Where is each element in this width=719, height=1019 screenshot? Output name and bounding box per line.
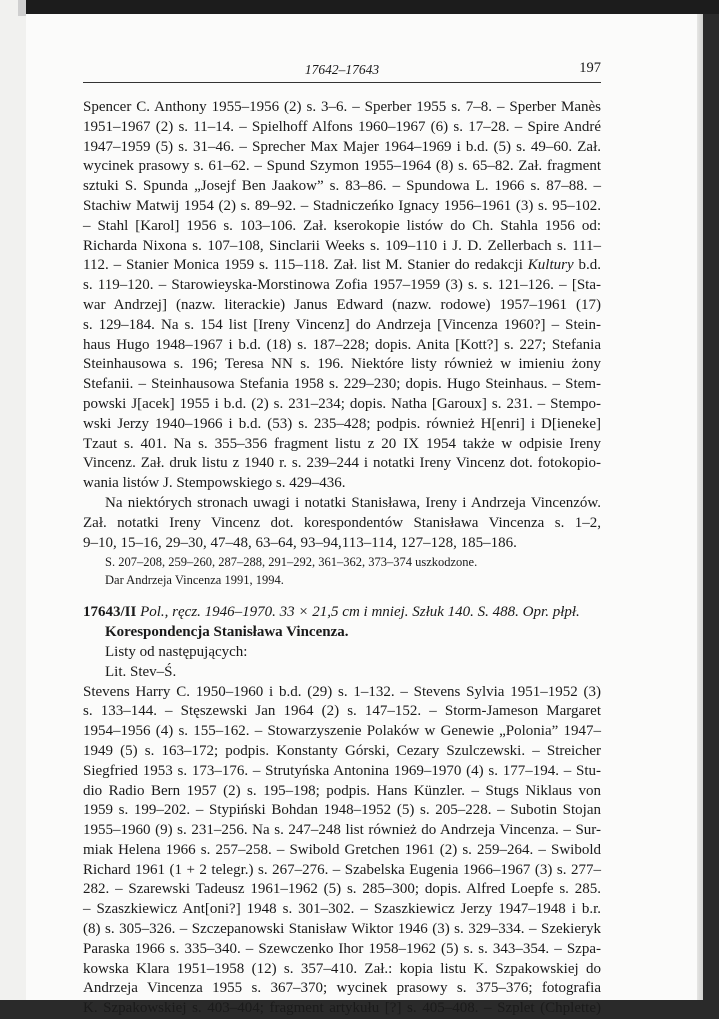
text-line: powski J[acek] 1955 i b.d. (2) s. 231–234; dopis. Natha [Garoux] s. 231. – Stempo-: [83, 395, 601, 412]
text-line: Na niektórych stronach uwagi i notatki Stanisława, Ireny i Andrzeja Vincenzów.: [105, 494, 601, 511]
text-line: K. Szpakowskiej s. 403–404; fragment artykułu [?] s. 405–408. – Szplet (Chplette): [83, 1000, 601, 1017]
text-line: Zał. notatki Ireny Vincenz dot. korespondentów Stanisława Vincenza s. 1–2,: [83, 514, 601, 531]
page-header: [83, 60, 601, 83]
scan-corner-mark: [18, 0, 26, 16]
text-line: Stevens Harry C. 1950–1960 i b.d. (29) s. 1–132. – Stevens Sylvia 1951–1952 (3): [83, 683, 601, 700]
text-line: war Andrzej] (nazw. literackie) Janus Edward (nazw. rodowe) 1957–1961 (17): [83, 296, 601, 313]
text-line: Stachiw Matwij 1954 (2) s. 89–92. – Stadniczeńko Ignacy 1956–1961 (3) s. 95–102.: [83, 197, 601, 214]
text-line: 1947–1959 (5) s. 31–46. – Sprecher Max Majer 1964–1969 i b.d. (5) s. 49–60. Zał.: [83, 138, 601, 155]
text-line: 1955–1960 (9) s. 231–256. Na s. 247–248 list również do Andrzeja Vincenza. – Sur-: [83, 822, 601, 839]
text-line: Tzaut s. 401. Na s. 355–356 fragment listu z 20 IX 1954 także w odpisie Ireny: [83, 435, 601, 452]
entry-range: Lit. Stev–Ś.: [105, 663, 177, 680]
text-line-kultury: [83, 256, 601, 276]
text-line: Richard 1961 (1 + 2 telegr.) s. 267–276. – Szabelska Eugenia 1966–1967 (3) s. 277–: [83, 861, 601, 878]
text-line: – Stahl [Karol] 1956 s. 103–106. Zał. kserokopie listów do Ch. Stahla 1956 od:: [83, 217, 601, 234]
text-line: 282. – Szarewski Tadeusz 1961–1962 (5) s. 285–300; dopis. Alfred Loepfe s. 285.: [83, 881, 601, 898]
text-line: 1954–1956 (4) s. 155–162. – Stowarzyszenie Polaków w Genewie „Polonia” 1947–: [83, 723, 601, 740]
text-line: wski Jerzy 1940–1966 i b.d. (53) s. 235–428; podpis. również H[enri] i D[ieneke]: [83, 415, 601, 432]
text-line: Vincenz. Zał. druk listu z 1940 r. s. 239–244 i notatki Ireny Vincenz dot. fotokopio-: [83, 455, 601, 472]
text-line: s. 119–120. – Starowieyska-Morstinowa Zofia 1957–1959 (3) s. s. 121–126. – [Sta-: [83, 277, 601, 294]
text-line: – Szaszkiewicz Ant[oni?] 1948 s. 301–302. – Szaszkiewicz Jerzy 1947–1948 i b.r.: [83, 901, 601, 918]
text-line: 1949 (5) s. 163–172; podpis. Konstanty Górski, Cezary Szulczewski. – Streicher: [83, 742, 601, 759]
scan-left-margin: [0, 0, 26, 1000]
scan-right-border: [697, 14, 703, 1000]
entry-description: Pol., ręcz. 1946–1970. 33 × 21,5 cm i mniej. Szłuk 140. S. 488. Opr. płpł.: [136, 604, 580, 621]
text-line: wania listów J. Stempowskiego s. 429–436.: [83, 475, 346, 492]
text-line: miak Helena 1966 s. 257–258. – Swibold Gretchen 1961 (2) s. 259–264. – Swibold: [83, 841, 601, 858]
entry-title: Korespondencja Stanisława Vincenza.: [105, 624, 349, 641]
text-segment: b.d.: [573, 257, 601, 274]
text-line: Stefanii. – Steinhausowa Stefania 1958 s. 229–230; dopis. Hugo Steinhaus. – Stem-: [83, 376, 601, 393]
text-line: Spencer C. Anthony 1955–1956 (2) s. 3–6. – Sperber 1955 s. 7–8. – Sperber Manès: [83, 99, 601, 115]
text-line: s. 129–184. Na s. 154 list [Ireny Vincenz] do Andrzeja [Vincenza 1960?] – Stein-: [83, 316, 601, 333]
entry-number: 17643/II: [83, 604, 137, 621]
journal-title: Kultury: [527, 257, 574, 274]
text-line: 1951–1967 (2) s. 11–14. – Spielhoff Alfons 1960–1967 (6) s. 17–28. – Spire André: [83, 118, 601, 135]
catalog-text: [83, 98, 601, 1019]
text-line: Andrzeja Vincenza 1955 s. 367–370; wycinek prasowy s. 375–376; fotografia: [83, 980, 601, 997]
entry-subtitle: Listy od następujących:: [105, 643, 248, 660]
text-line: Siegfried 1953 s. 173–176. – Strutyńska Antonina 1969–1970 (4) s. 177–194. – Stu-: [83, 762, 601, 779]
text-line: wycinek prasowy s. 61–62. – Spund Szymon 1955–1964 (8) s. 65–82. Zał. fragment: [83, 158, 601, 175]
text-line: (8) s. 305–326. – Szczepanowski Stanisław Wiktor 1946 (3) s. 329–334. – Szekieryk: [83, 921, 601, 938]
text-segment: 112. – Stanier Monica 1959 s. 115–118. Zał. list M. Stanier do redakcji: [83, 257, 523, 274]
text-line: s. 133–144. – Stęszewski Jan 1964 (2) s. 147–152. – Storm-Jameson Margaret: [83, 703, 601, 720]
text-line: kowska Klara 1951–1958 (12) s. 357–410. Zał.: kopia listu K. Szpakowskiej do: [83, 960, 601, 977]
running-head: 17642–17643: [304, 62, 380, 77]
text-line: 1959 s. 199–202. – Stypiński Bohdan 1948–1952 (5) s. 205–228. – Subotin Stojan: [83, 802, 601, 819]
scan-top-border: [0, 0, 719, 14]
note-line: Dar Andrzeja Vincenza 1991, 1994.: [105, 573, 284, 588]
text-line: 9–10, 15–16, 29–30, 47–48, 63–64, 93–94,113–114, 127–128, 185–186.: [83, 534, 517, 551]
text-line: Richarda Nixona s. 107–108, Sinclarii Weeks s. 109–110 i J. D. Zellerbach s. 111–: [83, 237, 601, 254]
text-line: Paraska 1966 s. 335–340. – Szewczenko Ihor 1958–1962 (5) s. s. 343–354. – Szpa-: [83, 940, 601, 957]
text-line: Steinhausowa s. 196; Teresa NN s. 196. Niektóre listy również w imieniu żony: [83, 356, 601, 373]
spacer: [83, 589, 601, 603]
text-line: dio Radio Bern 1957 (2) s. 195–198; podpis. Hans Künzler. – Stugs Niklaus von: [83, 782, 601, 799]
text-line: haus Hugo 1948–1967 i b.d. (18) s. 187–228; dopis. Anita [Kott?] s. 227; Stefania: [83, 336, 601, 353]
note-line: S. 207–208, 259–260, 287–288, 291–292, 361–362, 373–374 uszkodzone.: [105, 555, 478, 570]
entry-header: [83, 603, 601, 623]
page-number: 197: [579, 60, 601, 76]
text-line: sztuki S. Spunda „Josejf Ben Jaakow” s. 83–86. – Spundowa L. 1966 s. 87–88. –: [83, 178, 601, 195]
